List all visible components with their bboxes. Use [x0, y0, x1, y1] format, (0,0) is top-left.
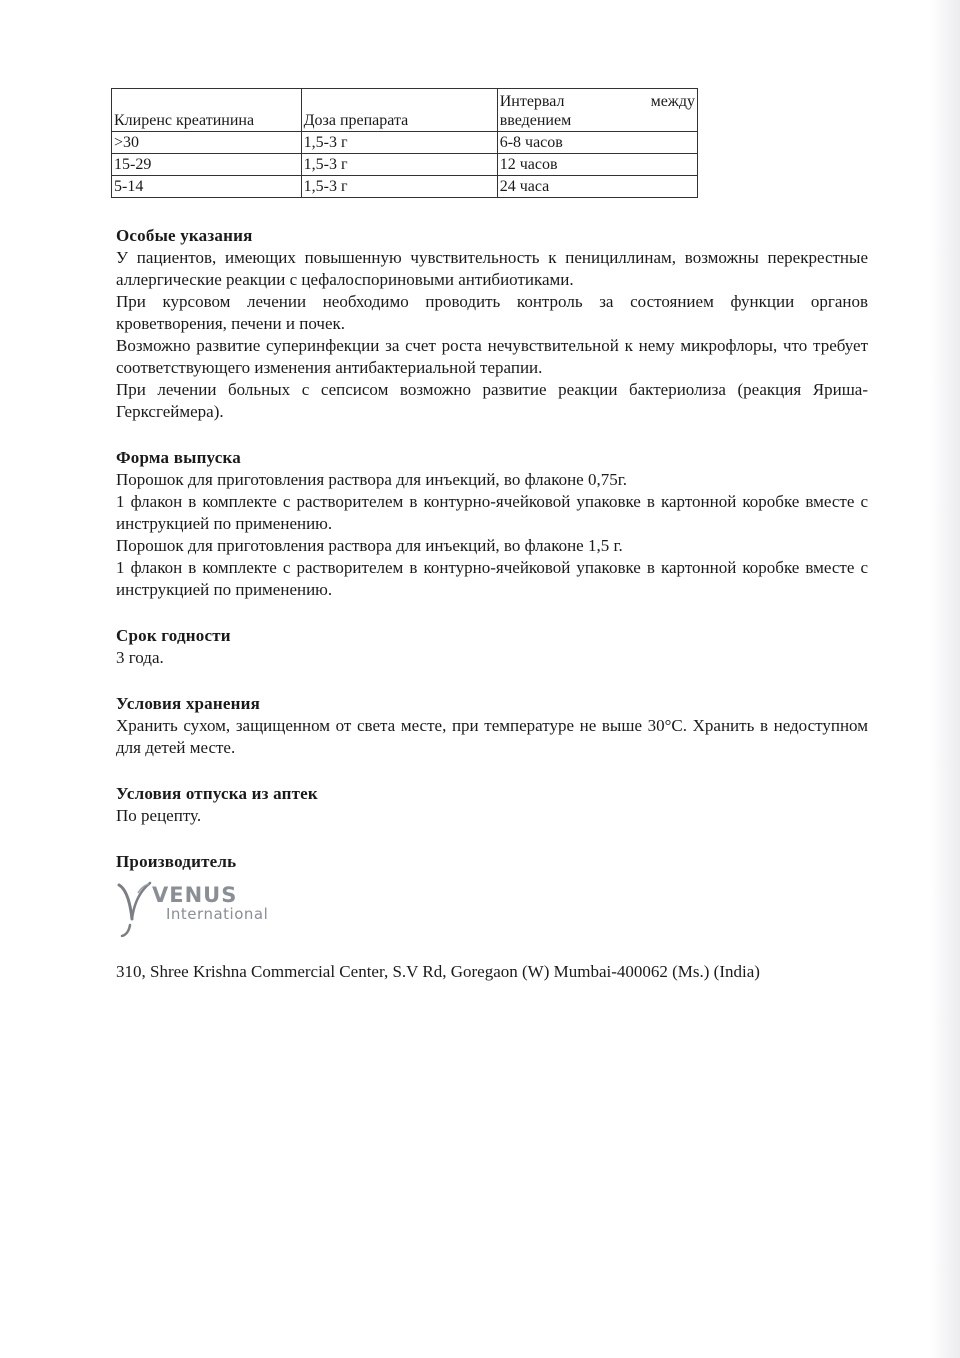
paragraph: При лечении больных с сепсисом возможно развитие реакции бактериолиза (реакция Яриша-Герксгеймера).: [116, 380, 868, 421]
logo-name: VENUS: [152, 883, 238, 907]
paragraph: У пациентов, имеющих повышенную чувствительность к пенициллинам, возможны перекрестные аллергические реакции с цефалоспориновыми антибиотиками.: [116, 248, 868, 289]
section-heading: Условия отпуска из аптек: [116, 784, 318, 803]
paragraph: Возможно развитие суперинфекции за счет роста нечувствительной к нему микрофлоры, что требует соответствующего изменения антибактериальной терапии.: [116, 336, 868, 377]
cell-dose: 1,5-3 г: [301, 154, 497, 176]
cell-clearance: 5-14: [112, 176, 302, 198]
table-row: [112, 132, 698, 154]
document-body: [116, 88, 868, 983]
cell-dose: 1,5-3 г: [301, 132, 497, 154]
header-clearance: Клиренс креатинина: [112, 89, 302, 132]
paragraph: При курсовом лечении необходимо проводить контроль за состоянием функции органов кроветворения, печени и почек.: [116, 292, 868, 333]
venus-swoosh-icon: [116, 879, 152, 937]
cell-interval: 6-8 часов: [497, 132, 697, 154]
page-edge-shadow: [930, 0, 960, 1358]
section-dispensing: [116, 783, 868, 827]
paragraph: Порошок для приготовления раствора для инъекций, во флаконе 0,75г.: [116, 470, 628, 489]
section-special-instructions: [116, 225, 868, 423]
section-shelf-life: [116, 625, 868, 669]
cell-clearance: 15-29: [112, 154, 302, 176]
paragraph: 3 года.: [116, 648, 164, 667]
cell-dose: 1,5-3 г: [301, 176, 497, 198]
section-heading: Форма выпуска: [116, 448, 241, 467]
logo-subtitle: International: [166, 905, 269, 923]
manufacturer-address: 310, Shree Krishna Commercial Center, S.V Rd, Goregaon (W) Mumbai-400062 (Ms.) (India): [116, 962, 760, 981]
section-heading: Особые указания: [116, 226, 253, 245]
header-interval-word3: введением: [499, 112, 572, 129]
table-row: [112, 176, 698, 198]
section-storage: [116, 693, 868, 759]
cell-clearance: >30: [112, 132, 302, 154]
cell-interval: 24 часа: [497, 176, 697, 198]
header-dose: Доза препарата: [301, 89, 497, 132]
dosage-table: [111, 88, 698, 198]
paragraph: Порошок для приготовления раствора для инъекций, во флаконе 1,5 г.: [116, 536, 623, 555]
paragraph: 1 флакон в комплекте с растворителем в контурно-ячейковой упаковке в картонной коробке вместе с инструкцией по применению.: [116, 558, 868, 599]
header-interval-word1: Интервал: [499, 93, 565, 110]
paragraph: Хранить сухом, защищенном от света месте, при температуре не выше 30°С. Хранить в недоступном для детей месте.: [116, 716, 868, 757]
cell-interval: 12 часов: [497, 154, 697, 176]
table-header-row: [112, 89, 698, 132]
table-row: [112, 154, 698, 176]
header-interval: [497, 89, 697, 132]
header-interval-word2: между: [650, 93, 695, 110]
section-release-form: [116, 447, 868, 601]
paragraph: По рецепту.: [116, 806, 202, 825]
paragraph: 1 флакон в комплекте с растворителем в контурно-ячейковой упаковке в картонной коробке вместе с инструкцией по применению.: [116, 492, 868, 533]
section-heading: Срок годности: [116, 626, 231, 645]
section-heading: Условия хранения: [116, 694, 261, 713]
section-heading: Производитель: [116, 852, 237, 871]
venus-logo: [116, 879, 868, 939]
section-manufacturer: [116, 851, 868, 983]
